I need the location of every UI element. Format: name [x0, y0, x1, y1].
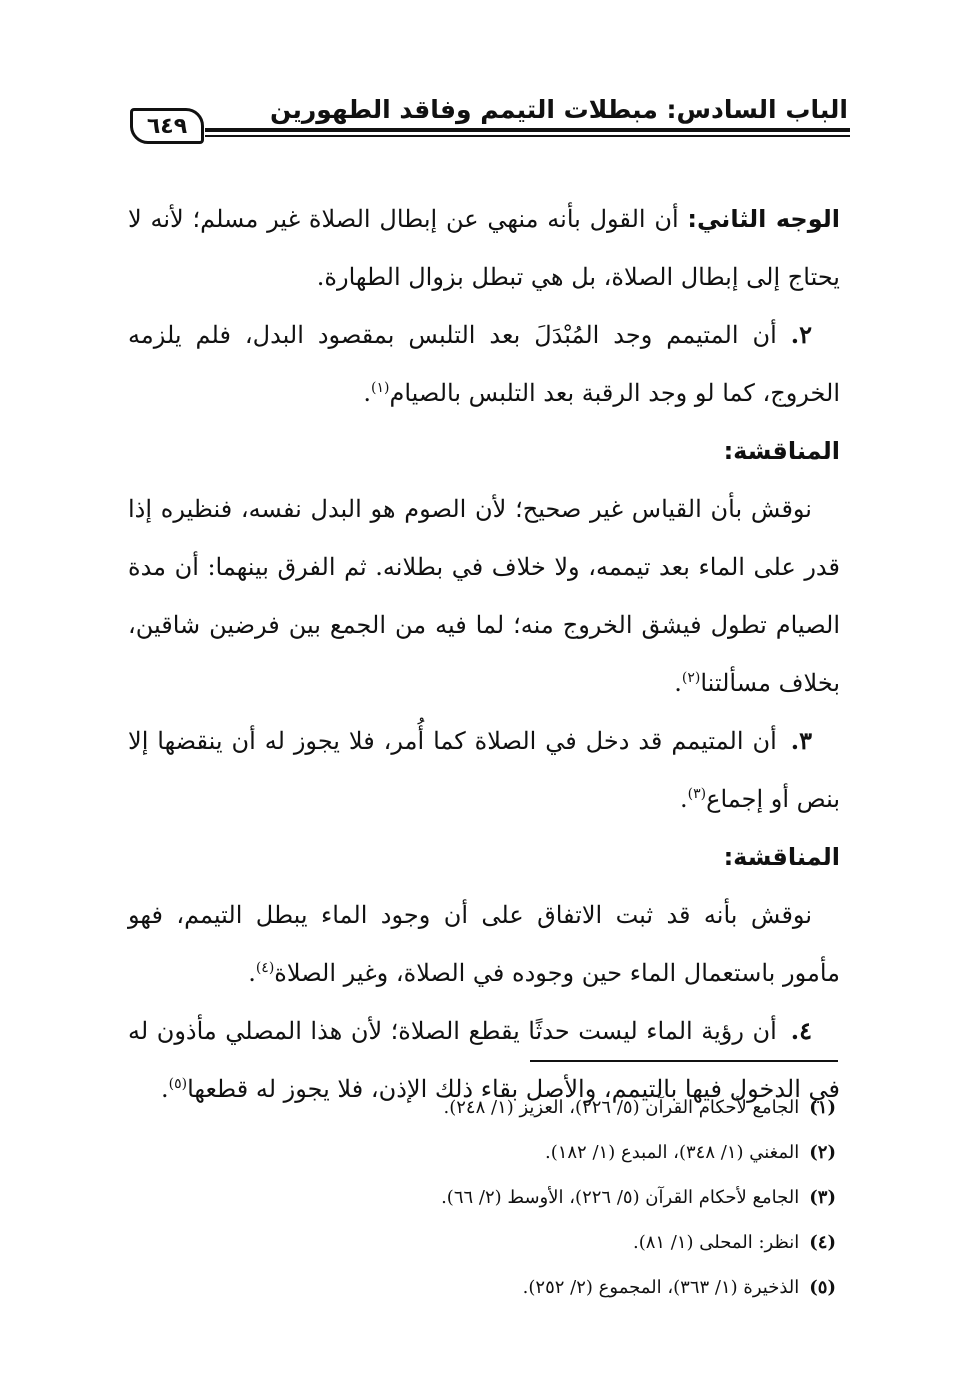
footnote-text: الجامع لأحكام القرآن (٥/ ٢٢٦)، الأوسط (٢/ ٦٦). — [441, 1187, 800, 1208]
footnotes — [300, 1085, 836, 1310]
item-number: ٤. — [790, 1016, 812, 1045]
footnote-number: (٥) — [809, 1277, 836, 1298]
paragraph-1 — [128, 190, 840, 306]
section-heading: المناقشة: — [723, 437, 840, 465]
period: . — [160, 1075, 169, 1103]
footnote-number: (١) — [809, 1097, 836, 1118]
footnote-text: الجامع لأحكام القرآن (٥/ ٢٢٦)، العزيز (١/ ٢٤٨). — [443, 1097, 800, 1118]
footnote-text: الذخيرة (١/ ٣٦٣)، المجموع (٢/ ٢٥٢). — [522, 1277, 800, 1298]
body-text — [128, 190, 840, 1118]
paragraph-text: نوقش بأنه قد ثبت الاتفاق على أن وجود الماء يبطل التيمم، فهو مأمور باستعمال الماء حين وجوده في الصلاة، وغير الصلاة — [128, 901, 840, 987]
section-heading: المناقشة: — [723, 843, 840, 871]
paragraph-text: أن المتيمم قد دخل في الصلاة كما أُمر، فلا يجوز له أن ينقضها إلا بنص أو إجماع — [128, 727, 840, 813]
footnote-ref[interactable]: (١) — [371, 380, 390, 396]
item-number: ٢. — [790, 320, 812, 349]
paragraph-lead: الوجه الثاني: — [687, 205, 841, 233]
paragraph-text: أن رؤية الماء ليست حدثًا يقطع الصلاة؛ لأن هذا المصلي مأذون له في الدخول فيها بالتيمم، والأصل بقاء ذلك الإذن، فلا يجوز له قطعها — [128, 1017, 840, 1103]
footnote-number: (٢) — [809, 1142, 836, 1163]
footnote-number: (٣) — [809, 1187, 836, 1208]
footnote-ref[interactable]: (٣) — [687, 786, 707, 802]
period: . — [248, 959, 256, 987]
footnote-ref[interactable]: (٥) — [168, 1076, 188, 1092]
footnote-ref[interactable]: (٤) — [255, 960, 275, 976]
footnote-item — [300, 1265, 836, 1310]
paragraph-text: أن القول بأنه منهي عن إبطال الصلاة غير مسلم؛ لأنه لا يحتاج إلى إبطال الصلاة، بل هي تبطل بزوال الطهارة. — [128, 205, 840, 291]
paragraph-text: أن المتيمم وجد المُبْدَلَ بعد التلبس بمقصود البدل، فلم يلزمه الخروج، كما لو وجد الرقبة بعد التلبس بالصيام — [128, 321, 840, 407]
paragraph-text: نوقش بأن القياس غير صحيح؛ لأن الصوم هو البدل نفسه، فنظيره إذا قدر على الماء بعد تيممه، ولا خلاف في بطلانه. ثم الفرق بينهما: أن مدة الصيام تطول فيشق الخروج منه؛ لما فيه من الجمع بين فرضين شاقين، بخلاف مسألتنا — [128, 495, 840, 697]
footnote-text: المغني (١/ ٣٤٨)، المبدع (١/ ١٨٢). — [544, 1142, 800, 1163]
header-rule-thin — [205, 135, 850, 137]
footnote-text: انظر: المحلى (١/ ٨١). — [632, 1232, 800, 1253]
paragraph-5 — [128, 886, 840, 1002]
footnote-item — [300, 1085, 836, 1130]
item-number: ٣. — [790, 726, 812, 755]
paragraph-2 — [128, 306, 840, 422]
chapter-title: الباب السادس: مبطلات التيمم وفاقد الطهورين — [269, 95, 848, 124]
period: . — [674, 669, 682, 697]
paragraph-4 — [128, 712, 840, 828]
footnote-item — [300, 1175, 836, 1220]
footnote-ref[interactable]: (٢) — [681, 670, 701, 686]
paragraph-3 — [128, 480, 840, 712]
footnote-separator — [530, 1060, 838, 1062]
footnote-item — [300, 1220, 836, 1265]
footnote-item — [300, 1130, 836, 1175]
header-rule — [205, 128, 850, 132]
page-number: ٦٤٩ — [130, 108, 204, 144]
period: . — [680, 785, 688, 813]
period: . — [363, 379, 372, 407]
footnote-number: (٤) — [809, 1232, 836, 1253]
